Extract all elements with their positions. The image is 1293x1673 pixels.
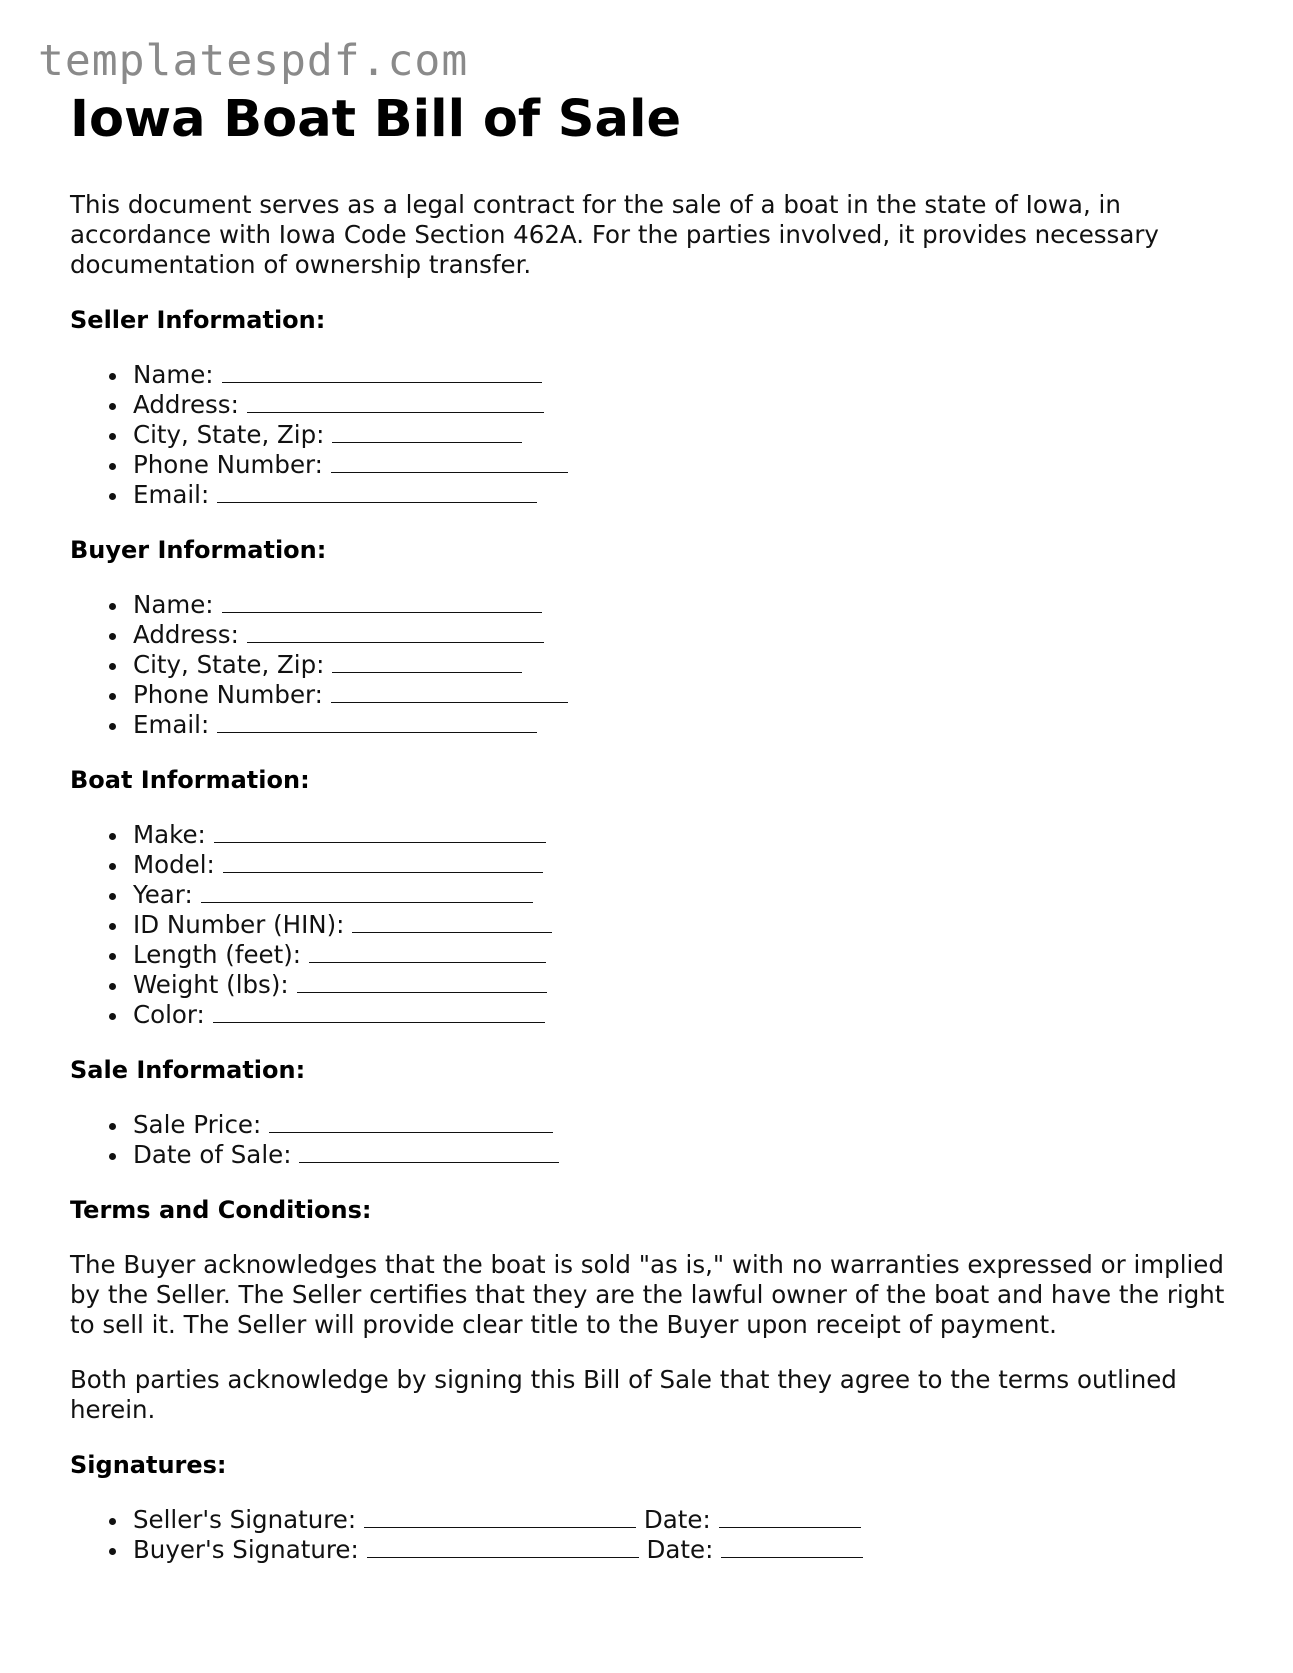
seller-name-field [133,360,1230,390]
sale-section-heading: Sale Information: [70,1056,306,1084]
buyer-email-field [133,710,1230,740]
boat-hin-blank[interactable] [352,910,552,933]
field-label: Address: [133,390,239,419]
boat-model-field [133,850,1230,880]
boat-hin-field [133,910,1230,940]
terms-paragraph-1: The Buyer acknowledges that the boat is sold "as is," with no warranties expressed or implied by the Seller. The Seller certifies that they are the lawful owner of the boat and have the right to sell it. The Seller will provide clear title to the Buyer upon receipt of payment. [70,1250,1225,1339]
boat-model-blank[interactable] [223,850,543,873]
seller-section-heading: Seller Information: [70,306,326,334]
terms-paragraph-2: Both parties acknowledge by signing this Bill of Sale that they agree to the terms outlined herein. [70,1365,1177,1424]
seller-name-blank[interactable] [222,360,542,383]
boat-section-heading: Boat Information: [70,766,310,794]
field-label: Name: [133,590,214,619]
sale-price-field [133,1110,1230,1140]
field-label: Weight (lbs): [133,970,289,999]
buyer-address-field [133,620,1230,650]
buyer-city-field [133,650,1230,680]
field-label: Phone Number: [133,450,323,479]
terms-section-heading: Terms and Conditions: [70,1196,372,1224]
boat-year-blank[interactable] [201,880,533,903]
field-label: Sale Price: [133,1110,262,1139]
buyer-phone-blank[interactable] [331,680,568,703]
field-label: ID Number (HIN): [133,910,345,939]
buyer-email-blank[interactable] [217,710,537,733]
boat-weight-blank[interactable] [297,970,547,993]
buyer-signature-blank[interactable] [367,1535,639,1558]
field-label: Year: [133,880,193,909]
document-body [70,90,1230,1565]
field-label: Email: [133,480,210,509]
signatures-section-heading: Signatures: [70,1451,227,1479]
boat-make-blank[interactable] [214,820,546,843]
seller-address-field [133,390,1230,420]
field-label: Name: [133,360,214,389]
field-label: Make: [133,820,206,849]
boat-fields [70,820,1230,1030]
buyer-date-blank[interactable] [721,1535,863,1558]
watermark: templatespdf.com [38,36,469,86]
field-label: Model: [133,850,215,879]
intro-paragraph: This document serves as a legal contract for the sale of a boat in the state of Iowa, in accordance with Iowa Code Section 462A. For the parties involved, it provides necessary documentation of ownership transfer. [70,190,1159,279]
field-label: Date: [646,1535,714,1564]
boat-weight-field [133,970,1230,1000]
seller-city-field [133,420,1230,450]
seller-date-blank[interactable] [719,1505,861,1528]
seller-city-blank[interactable] [332,420,522,443]
boat-color-blank[interactable] [213,1000,545,1023]
field-label: Date of Sale: [133,1140,292,1169]
boat-year-field [133,880,1230,910]
field-label: Length (feet): [133,940,302,969]
page-title: Iowa Boat Bill of Sale [70,90,682,149]
field-label: Email: [133,710,210,739]
buyer-city-blank[interactable] [332,650,522,673]
seller-signature-line [133,1505,1230,1535]
field-label: City, State, Zip: [133,420,325,449]
signature-fields [70,1505,1230,1565]
buyer-phone-field [133,680,1230,710]
seller-phone-blank[interactable] [331,450,568,473]
field-label: Phone Number: [133,680,323,709]
field-label: Buyer's Signature: [133,1535,359,1564]
buyer-name-blank[interactable] [222,590,542,613]
seller-address-blank[interactable] [247,390,544,413]
seller-fields [70,360,1230,510]
sale-fields [70,1110,1230,1170]
sale-date-blank[interactable] [299,1140,559,1163]
field-label: Date: [643,1505,711,1534]
sale-price-blank[interactable] [269,1110,553,1133]
buyer-address-blank[interactable] [247,620,544,643]
boat-length-blank[interactable] [309,940,546,963]
buyer-fields [70,590,1230,740]
boat-length-field [133,940,1230,970]
buyer-signature-line [133,1535,1230,1565]
seller-email-blank[interactable] [217,480,537,503]
boat-make-field [133,820,1230,850]
sale-date-field [133,1140,1230,1170]
seller-phone-field [133,450,1230,480]
field-label: Color: [133,1000,205,1029]
boat-color-field [133,1000,1230,1030]
field-label: Seller's Signature: [133,1505,357,1534]
seller-email-field [133,480,1230,510]
buyer-section-heading: Buyer Information: [70,536,327,564]
field-label: Address: [133,620,239,649]
field-label: City, State, Zip: [133,650,325,679]
seller-signature-blank[interactable] [364,1505,636,1528]
buyer-name-field [133,590,1230,620]
